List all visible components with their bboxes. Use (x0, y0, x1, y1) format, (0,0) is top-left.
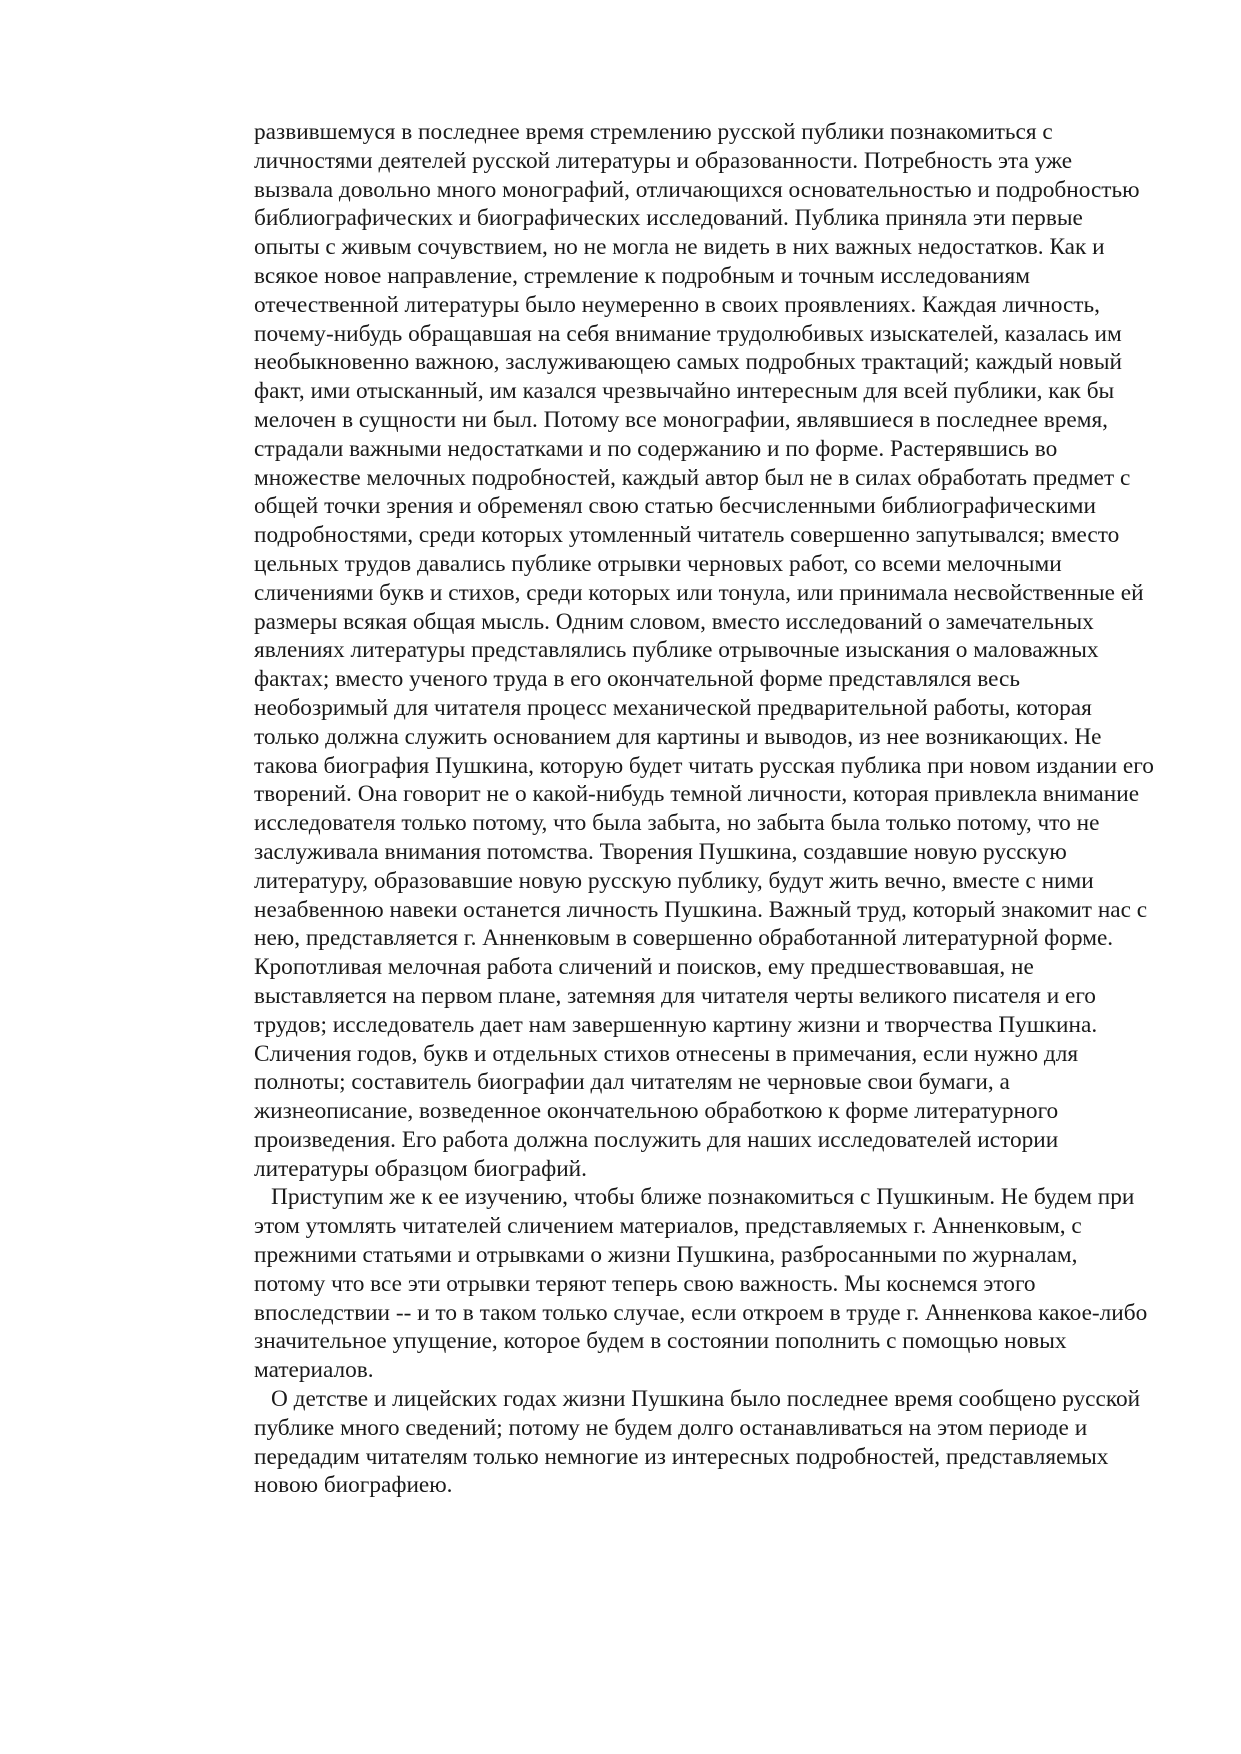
body-text (254, 118, 1154, 1500)
paragraph-3: О детстве и лицейских годах жизни Пушкина было последнее время сообщено русской публике много сведений; потому не будем долго останавливаться на этом периоде и передадим читателям только немногие из интересных подробностей, представляемых новою биографиею. (254, 1386, 1141, 1499)
paragraph-1: развившемуся в последнее время стремлению русской публики познакомиться с личностями деятелей русской литературы и образованности. Потребность эта уже вызвала довольно много монографий, отличающихся основательностью и подробностью библиографических и биографических исследований. Публика приняла эти первые опыты с живым сочувствием, но не могла не видеть в них важных недостатков. Как и всякое новое направление, стремление к подробным и точным исследованиям отечественной литературы было неумеренно в своих проявлениях. Каждая личность, почему-нибудь обращавшая на себя внимание трудолюбивых изыскателей, казалась им необыкновенно важною, заслуживающею самых подробных трактаций; каждый новый факт, ими отысканный, им казался чрезвычайно интересным для всей публики, как бы мелочен в сущности ни был. Потому все монографии, являвшиеся в последнее время, страдали важными недостатками и по содержанию и по форме. Растерявшись во множестве мелочных подробностей, каждый автор был не в силах обработать предмет с общей точки зрения и обременял свою статью бесчисленными библиографическими подробностями, среди которых утомленный читатель совершенно запутывался; вместо цельных трудов давались публике отрывки черновых работ, со всеми мелочными сличениями букв и стихов, среди которых или тонула, или принимала несвойственные ей размеры всякая общая мысль. Одним словом, вместо исследований о замечательных явлениях литературы представлялись публике отрывочные изыскания о маловажных фактах; вместо ученого труда в его окончательной форме представлялся весь необозримый для читателя процесс механической предварительной работы, которая только должна служить основанием для картины и выводов, из нее возникающих. Не такова биография Пушкина, которую будет читать русская публика при новом издании его творений. Она говорит не о какой-нибудь темной личности, которая привлекла внимание исследователя только потому, что была забыта, но забыта была только потому, что не заслуживала внимания потомства. Творения Пушкина, создавшие новую русскую литературу, образовавшие новую русскую публику, будут жить вечно, вместе с ними незабвенною навеки останется личность Пушкина. Важный труд, который знакомит нас с нею, представляется г. Анненковым в совершенно обработанной литературной форме. Кропотливая мелочная работа сличений и поисков, ему предшествовавшая, не выставляется на первом плане, затемняя для читателя черты великого писателя и его трудов; исследователь дает нам завершенную картину жизни и творчества Пушкина. Сличения годов, букв и отдельных стихов отнесены в примечания, если нужно для полноты; составитель биографии дал читателям не черновые свои бумаги, а жизнеописание, возведенное окончательною обработкою к форме литературного произведения. Его работа должна послужить для наших исследователей истории литературы образцом биографий. (254, 119, 1154, 1182)
paragraph-2: Приступим же к ее изучению, чтобы ближе познакомиться с Пушкиным. Не будем при этом утомлять читателей сличением материалов, представляемых г. Анненковым, с прежними статьями и отрывками о жизни Пушкина, разбросанными по журналам, потому что все эти отрывки теряют теперь свою важность. Мы коснемся этого впоследствии -- и то в таком только случае, если откроем в труде г. Анненкова какое-либо значительное упущение, которое будем в состоянии пополнить с помощью новых материалов. (254, 1184, 1148, 1384)
